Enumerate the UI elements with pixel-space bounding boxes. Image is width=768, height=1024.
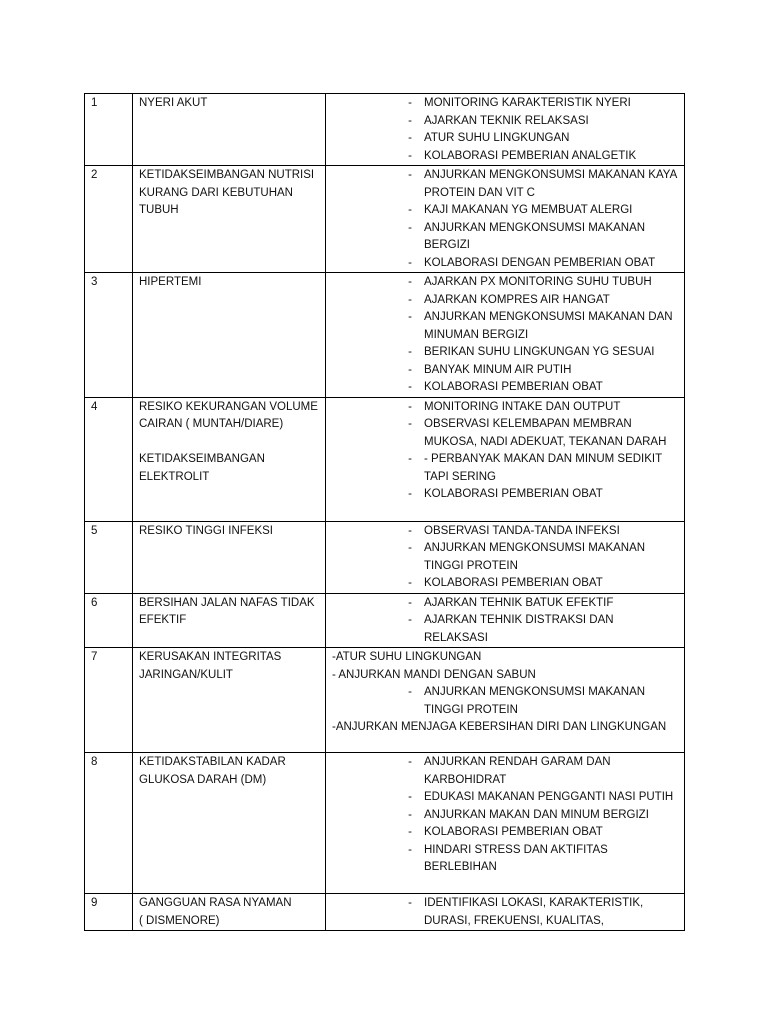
diagnosis-line: RESIKO TINGGI INFEKSI: [139, 524, 273, 537]
bullet-dash: -: [408, 114, 412, 127]
intervention-text: IDENTIFIKASI LOKASI, KARAKTERISTIK, DURASI, FREKUENSI, KUALITAS,: [424, 897, 644, 927]
bullet-dash: -: [408, 756, 412, 768]
diagnosis-line: GLUKOSA DARAH (DM): [139, 773, 267, 786]
bullet-dash: -: [408, 381, 412, 393]
diagnosis-cell: [133, 94, 326, 166]
intervention-cell: [326, 166, 685, 273]
intervention-item: [332, 379, 680, 397]
intervention-item: [332, 595, 680, 613]
row-number: 7: [85, 648, 133, 753]
intervention-item: [332, 807, 680, 825]
intervention-item: [332, 274, 680, 292]
bullet-dash: -: [408, 149, 412, 162]
bullet-dash: -: [408, 808, 412, 821]
intervention-text: KOLABORASI PEMBERIAN OBAT: [424, 381, 603, 393]
intervention-text: AJARKAN TEHNIK DISTRAKSI DAN RELAKSASI: [424, 614, 614, 644]
row-number: 6: [85, 593, 133, 648]
intervention-item: [332, 202, 680, 220]
table-row: [85, 397, 685, 521]
table-row: [85, 648, 685, 753]
intervention-item: [332, 309, 680, 344]
intervention-text: AJARKAN PX MONITORING SUHU TUBUH: [424, 276, 652, 288]
intervention-text: - PERBANYAK MAKAN DAN MINUM SEDIKIT TAPI SERING: [424, 453, 662, 483]
bullet-dash: -: [408, 418, 412, 430]
intervention-text: KOLABORASI PEMBERIAN ANALGETIK: [424, 149, 637, 162]
intervention-item: [332, 895, 680, 930]
bullet-dash: -: [408, 256, 412, 269]
bullet-dash: -: [408, 596, 412, 609]
diagnosis-line: KETIDAKSEIMBANGAN NUTRISI: [139, 169, 315, 181]
bullet-dash: -: [408, 276, 412, 288]
intervention-text: BANYAK MINUM AIR PUTIH: [424, 363, 572, 376]
table-row: [85, 273, 685, 398]
intervention-item: [332, 754, 680, 789]
row-number: 1: [85, 94, 133, 166]
intervention-item: [332, 344, 680, 362]
diagnosis-line: KERUSAKAN INTEGRITAS: [139, 651, 282, 663]
intervention-item: [332, 789, 680, 807]
bullet-dash: -: [408, 363, 412, 376]
intervention-item: [332, 167, 680, 202]
intervention-item: [332, 540, 680, 575]
intervention-item: [332, 451, 680, 486]
intervention-item: -ANJURKAN MENJAGA KEBERSIHAN DIRI DAN LINGKUNGAN: [332, 721, 667, 733]
diagnosis-line: JARINGAN/KULIT: [139, 668, 233, 681]
intervention-item: [332, 824, 680, 842]
bullet-dash: -: [408, 311, 412, 323]
intervention-item: [332, 362, 680, 380]
intervention-text: KOLABORASI PEMBERIAN OBAT: [424, 826, 603, 838]
diagnosis-line: KETIDAKSEIMBANGAN: [139, 453, 265, 465]
diagnosis-line: KETIDAKSTABILAN KADAR: [139, 756, 286, 768]
intervention-item: [332, 220, 680, 255]
intervention-item: [332, 486, 680, 504]
intervention-text: BERIKAN SUHU LINGKUNGAN YG SESUAI: [424, 346, 655, 358]
intervention-text: ANJURKAN MENGKONSUMSI MAKANAN TINGGI PROTEIN: [424, 686, 646, 716]
diagnosis-cell: [133, 397, 326, 521]
intervention-cell: [326, 593, 685, 648]
intervention-text: KAJI MAKANAN YG MEMBUAT ALERGI: [424, 204, 633, 216]
table-row: [85, 753, 685, 894]
intervention-text: KOLABORASI PEMBERIAN OBAT: [424, 488, 603, 500]
diagnosis-cell: [133, 273, 326, 398]
diagnosis-cell: [133, 894, 326, 931]
bullet-dash: -: [408, 132, 412, 144]
intervention-item: [332, 113, 680, 131]
bullet-dash: -: [408, 826, 412, 838]
intervention-text: AJARKAN TEHNIK BATUK EFEKTIF: [424, 596, 614, 609]
intervention-cell: [326, 521, 685, 593]
table-body: [85, 94, 685, 931]
intervention-text: ANJURKAN MENGKONSUMSI MAKANAN DAN MINUMAN BERGIZI: [424, 311, 673, 341]
bullet-dash: -: [408, 897, 412, 909]
diagnosis-cell: [133, 593, 326, 648]
intervention-item: [332, 684, 680, 719]
row-number: 9: [85, 894, 133, 931]
intervention-cell: [326, 397, 685, 521]
row-number: 8: [85, 753, 133, 894]
intervention-item: -ATUR SUHU LINGKUNGAN: [332, 651, 482, 663]
intervention-item: [332, 148, 680, 166]
table-row: [85, 894, 685, 931]
diagnosis-line: ( DISMENORE): [139, 914, 220, 927]
intervention-text: EDUKASI MAKANAN PENGGANTI NASI PUTIH: [424, 791, 674, 803]
diagnosis-line: [139, 434, 321, 452]
intervention-text: OBSERVASI TANDA-TANDA INFEKSI: [424, 524, 620, 537]
bullet-dash: -: [408, 169, 412, 181]
intervention-text: KOLABORASI DENGAN PEMBERIAN OBAT: [424, 256, 656, 269]
intervention-text: AJARKAN TEKNIK RELAKSASI: [424, 114, 589, 127]
intervention-item: [332, 523, 680, 541]
intervention-item: [332, 292, 680, 310]
table-row: [85, 593, 685, 648]
intervention-item: [332, 575, 680, 593]
intervention-text: HINDARI STRESS DAN AKTIFITAS BERLEBIHAN: [424, 843, 608, 873]
intervention-item: - ANJURKAN MANDI DENGAN SABUN: [332, 668, 536, 681]
intervention-text: ANJURKAN MENGKONSUMSI MAKANAN KAYA PROTEIN DAN VIT C: [424, 169, 677, 199]
intervention-text: ANJURKAN RENDAH GARAM DAN KARBOHIDRAT: [424, 756, 611, 786]
intervention-item: [332, 612, 680, 647]
bullet-dash: -: [408, 97, 412, 109]
diagnosis-line: NYERI AKUT: [139, 97, 208, 109]
diagnosis-line: RESIKO KEKURANGAN VOLUME: [139, 400, 318, 413]
intervention-text: MONITORING INTAKE DAN OUTPUT: [424, 400, 621, 413]
diagnosis-line: HIPERTEMI: [139, 276, 202, 288]
intervention-text: KOLABORASI PEMBERIAN OBAT: [424, 577, 603, 589]
diagnosis-line: EFEKTIF: [139, 614, 187, 626]
diagnosis-line: KURANG DARI KEBUTUHAN: [139, 186, 293, 199]
intervention-cell: [326, 273, 685, 398]
intervention-text: ANJURKAN MENGKONSUMSI MAKANAN BERGIZI: [424, 221, 646, 251]
row-number: 5: [85, 521, 133, 593]
row-number: 2: [85, 166, 133, 273]
table-row: [85, 94, 685, 166]
intervention-item: [332, 95, 680, 113]
bullet-dash: -: [408, 843, 412, 856]
intervention-table: [84, 93, 685, 931]
bullet-dash: -: [408, 488, 412, 500]
bullet-dash: -: [408, 204, 412, 216]
diagnosis-cell: [133, 166, 326, 273]
intervention-cell: [326, 894, 685, 931]
row-number: 3: [85, 273, 133, 398]
intervention-item: [332, 130, 680, 148]
intervention-item: [332, 842, 680, 877]
intervention-cell: [326, 753, 685, 894]
bullet-dash: -: [408, 791, 412, 803]
diagnosis-line: TUBUH: [139, 204, 179, 216]
diagnosis-cell: [133, 753, 326, 894]
bullet-dash: -: [408, 524, 412, 537]
bullet-dash: -: [408, 542, 412, 554]
intervention-text: ANJURKAN MAKAN DAN MINUM BERGIZI: [424, 808, 649, 821]
intervention-item: [332, 255, 680, 273]
bullet-dash: -: [408, 614, 412, 626]
bullet-dash: -: [408, 346, 412, 358]
diagnosis-line: BERSIHAN JALAN NAFAS TIDAK: [139, 596, 315, 609]
diagnosis-cell: [133, 648, 326, 753]
diagnosis-line: ELEKTROLIT: [139, 470, 210, 483]
bullet-dash: -: [408, 577, 412, 589]
intervention-text: MONITORING KARAKTERISTIK NYERI: [424, 97, 631, 109]
bullet-dash: -: [408, 221, 412, 234]
bullet-dash: -: [408, 453, 412, 465]
table-row: [85, 521, 685, 593]
intervention-item: [332, 399, 680, 417]
intervention-item: [332, 416, 680, 451]
intervention-text: OBSERVASI KELEMBAPAN MEMBRAN MUKOSA, NADI ADEKUAT, TEKANAN DARAH: [424, 418, 667, 448]
row-number: 4: [85, 397, 133, 521]
bullet-dash: -: [408, 400, 412, 413]
intervention-cell: [326, 648, 685, 753]
diagnosis-line: CAIRAN ( MUNTAH/DIARE): [139, 418, 284, 430]
table-row: [85, 166, 685, 273]
bullet-dash: -: [408, 686, 412, 698]
intervention-text: AJARKAN KOMPRES AIR HANGAT: [424, 293, 610, 306]
diagnosis-line: GANGGUAN RASA NYAMAN: [139, 897, 292, 909]
bullet-dash: -: [408, 293, 412, 306]
diagnosis-cell: [133, 521, 326, 593]
intervention-cell: [326, 94, 685, 166]
intervention-text: ATUR SUHU LINGKUNGAN: [424, 132, 570, 144]
intervention-text: ANJURKAN MENGKONSUMSI MAKANAN TINGGI PROTEIN: [424, 542, 646, 572]
